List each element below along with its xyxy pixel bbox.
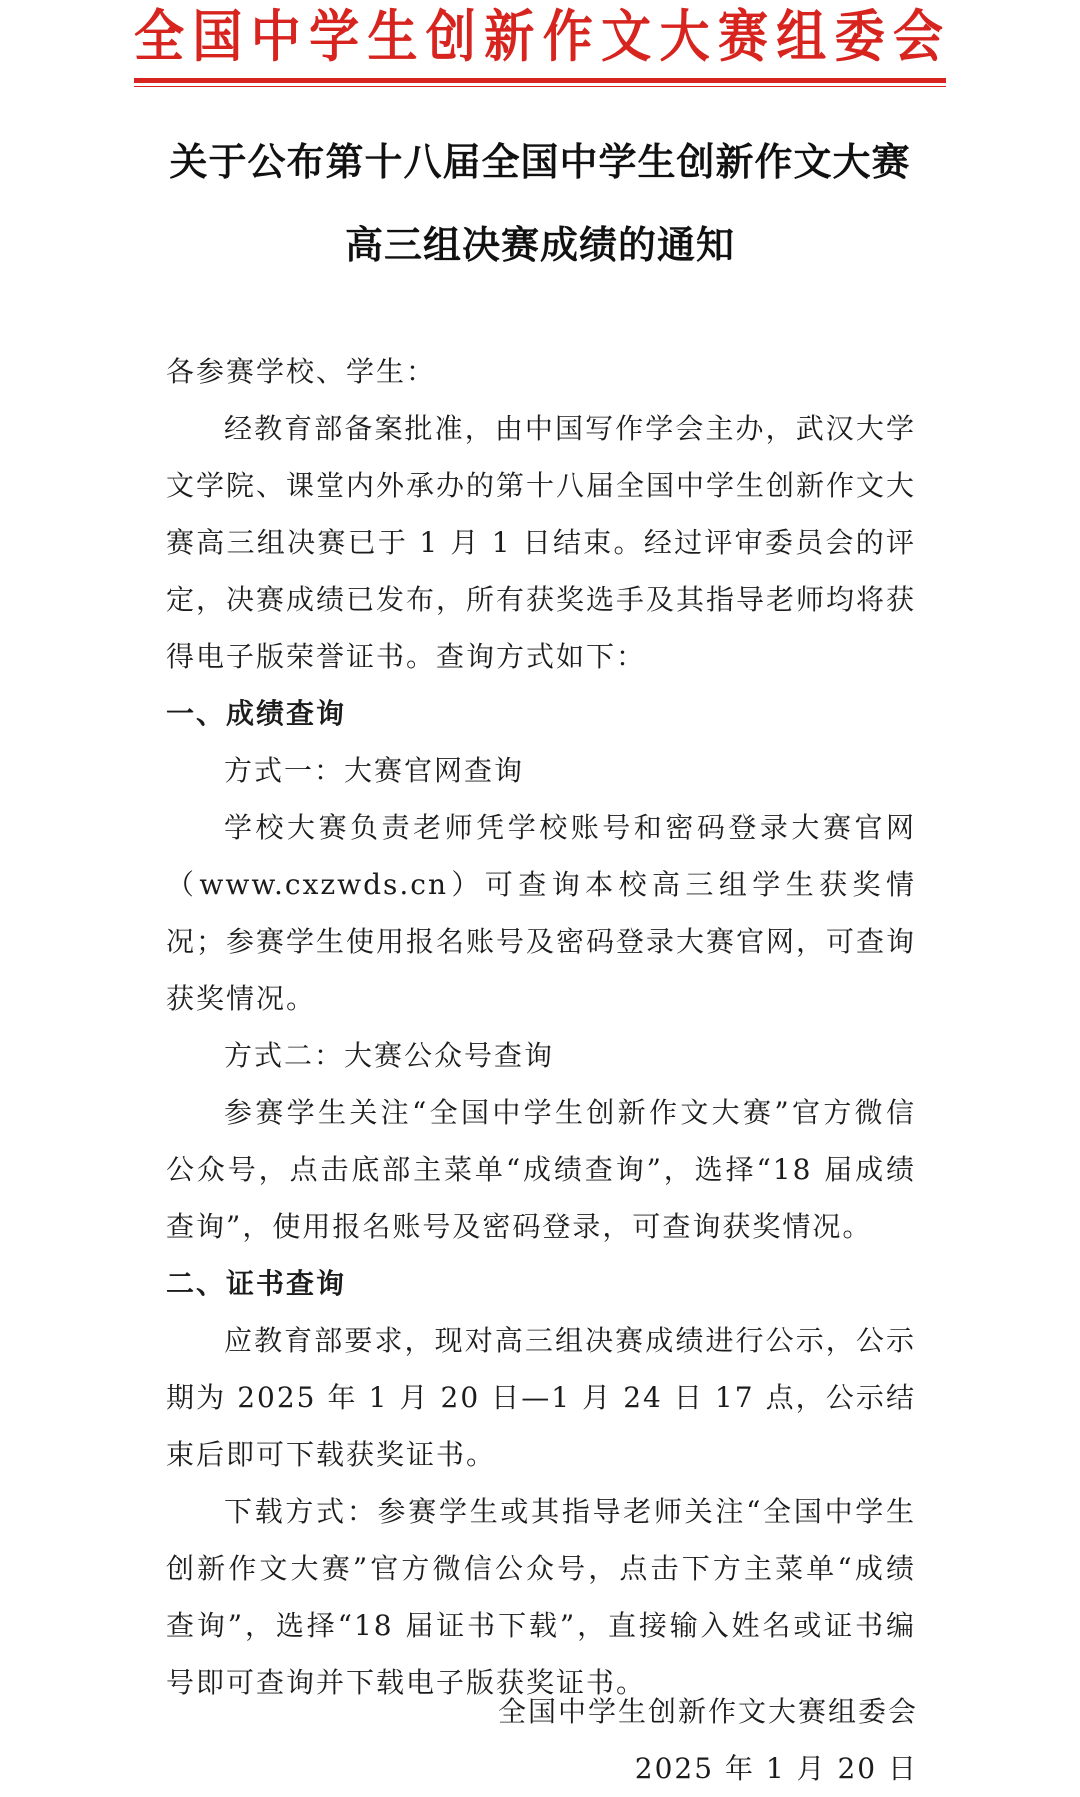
notice-title-line-1: 关于公布第十八届全国中学生创新作文大赛 bbox=[169, 140, 911, 184]
method-1-paragraph: 学校大赛负责老师凭学校账号和密码登录大赛官网（www.cxzwds.cn）可查询本校高三组学生获奖情况；参赛学生使用报名账号及密码登录大赛官网，可查询获奖情况。 bbox=[166, 811, 917, 1015]
notice-title-line-2: 高三组决赛成绩的通知 bbox=[344, 223, 735, 267]
letterhead-title: 全国中学生创新作文大赛组委会 bbox=[134, 3, 946, 70]
notice-body bbox=[166, 343, 916, 1711]
salutation: 各参赛学校、学生： bbox=[166, 355, 437, 388]
download-paragraph: 下载方式：参赛学生或其指导老师关注“全国中学生创新作文大赛”官方微信公众号，点击下方主菜单“成绩查询”，选择“18 届证书下载”，直接输入姓名或证书编号即可查询并下载电子版获奖证书。 bbox=[166, 1495, 916, 1699]
signature-date: 2025 年 1 月 20 日 bbox=[634, 1752, 918, 1785]
method-2-label: 方式二：大赛公众号查询 bbox=[224, 1039, 555, 1072]
publicity-paragraph: 应教育部要求，现对高三组决赛成绩进行公示，公示期为 2025 年 1 月 20 日—1 月 24 日 17 点，公示结束后即可下载获奖证书。 bbox=[166, 1324, 916, 1471]
signature-organization: 全国中学生创新作文大赛组委会 bbox=[497, 1695, 918, 1728]
letterhead-rule-thin bbox=[134, 86, 946, 87]
letterhead-rule-thick bbox=[134, 78, 946, 83]
section-heading-results: 一、成绩查询 bbox=[166, 697, 347, 730]
intro-paragraph: 经教育部备案批准，由中国写作学会主办，武汉大学文学院、课堂内外承办的第十八届全国中学生创新作文大赛高三组决赛已于 1 月 1 日结束。经过评审委员会的评定，决赛成绩已发布，所有获奖选手及其指导老师均将获得电子版荣誉证书。查询方式如下： bbox=[166, 412, 917, 673]
section-heading-certificates: 二、证书查询 bbox=[166, 1267, 347, 1300]
method-2-paragraph: 参赛学生关注“全国中学生创新作文大赛”官方微信公众号，点击底部主菜单“成绩查询”，选择“18 届成绩查询”，使用报名账号及密码登录，可查询获奖情况。 bbox=[166, 1096, 916, 1243]
method-1-label: 方式一：大赛官网查询 bbox=[224, 754, 525, 787]
letterhead bbox=[134, 0, 946, 78]
